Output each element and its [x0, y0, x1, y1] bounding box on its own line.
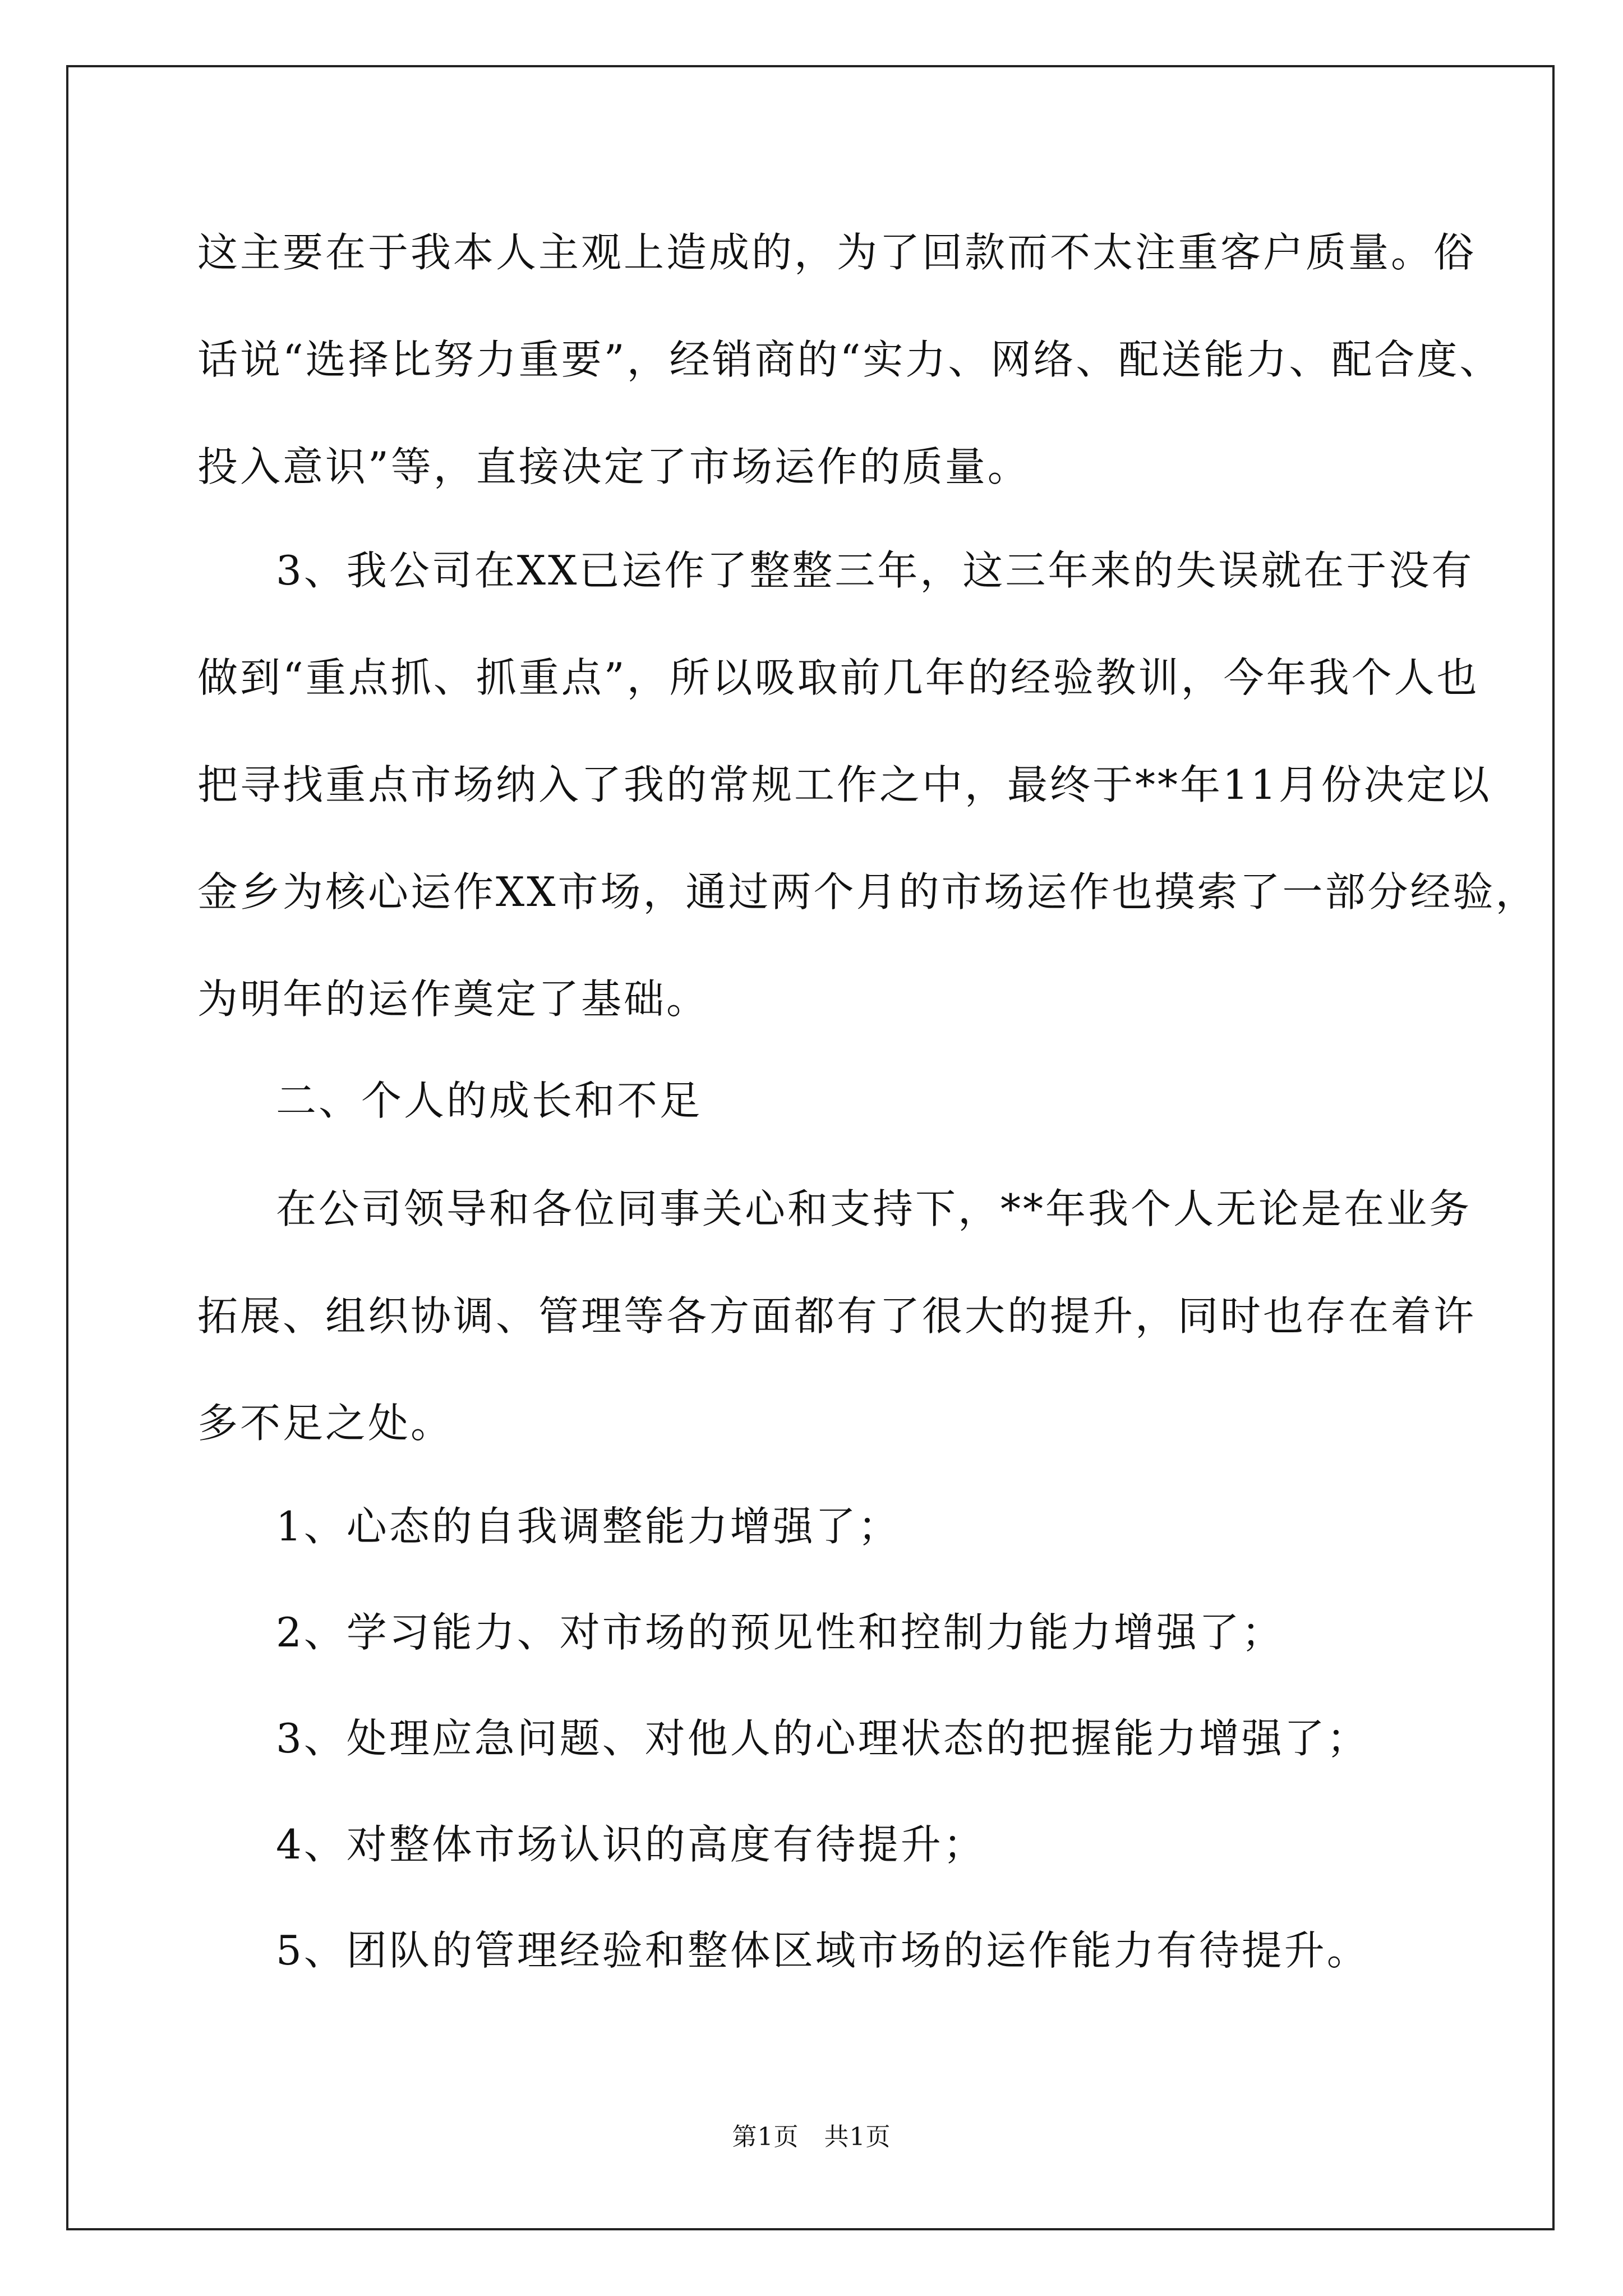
list-item-5: 5、团队的管理经验和整体区域市场的运作能力有待提升。 — [276, 1927, 1370, 1974]
list-item-4: 4、对整体市场认识的高度有待提升； — [276, 1821, 986, 1868]
text-line-7: 金乡为核心运作XX市场，通过两个月的市场运作也摸索了一部分经验， — [197, 868, 1538, 915]
text-line-11: 拓展、组织协调、管理等各方面都有了很大的提升，同时也存在着许 — [197, 1292, 1477, 1340]
text-line-6: 把寻找重点市场纳入了我的常规工作之中，最终于**年11月份决定以 — [197, 761, 1492, 808]
text-line-3: 投入意识”等，直接决定了市场运作的质量。 — [197, 443, 1030, 490]
text-line-8: 为明年的运作奠定了基础。 — [197, 976, 709, 1023]
section-heading: 二、个人的成长和不足 — [276, 1077, 703, 1124]
page-footer: 第1页 共1页 — [732, 2123, 891, 2151]
text-line-12: 多不足之处。 — [197, 1400, 454, 1447]
text-line-10: 在公司领导和各位同事关心和支持下，**年我个人无论是在业务 — [276, 1185, 1472, 1232]
list-item-2: 2、学习能力、对市场的预见性和控制力能力增强了； — [276, 1609, 1284, 1656]
text-line-1: 这主要在于我本人主观上造成的，为了回款而不太注重客户质量。俗 — [197, 229, 1477, 276]
list-item-3: 3、处理应急问题、对他人的心理状态的把握能力增强了； — [276, 1715, 1370, 1762]
list-item-1: 1、心态的自我调整能力增强了； — [276, 1503, 901, 1550]
text-line-4: 3、我公司在XX已运作了整整三年，这三年来的失误就在于没有 — [276, 547, 1474, 594]
text-line-2: 话说“选择比努力重要”，经销商的“实力、网络、配送能力、配合度、 — [197, 336, 1502, 383]
page-border — [66, 65, 1555, 2230]
text-line-5: 做到“重点抓、抓重点”，所以吸取前几年的经验教训，今年我个人也 — [197, 654, 1479, 701]
